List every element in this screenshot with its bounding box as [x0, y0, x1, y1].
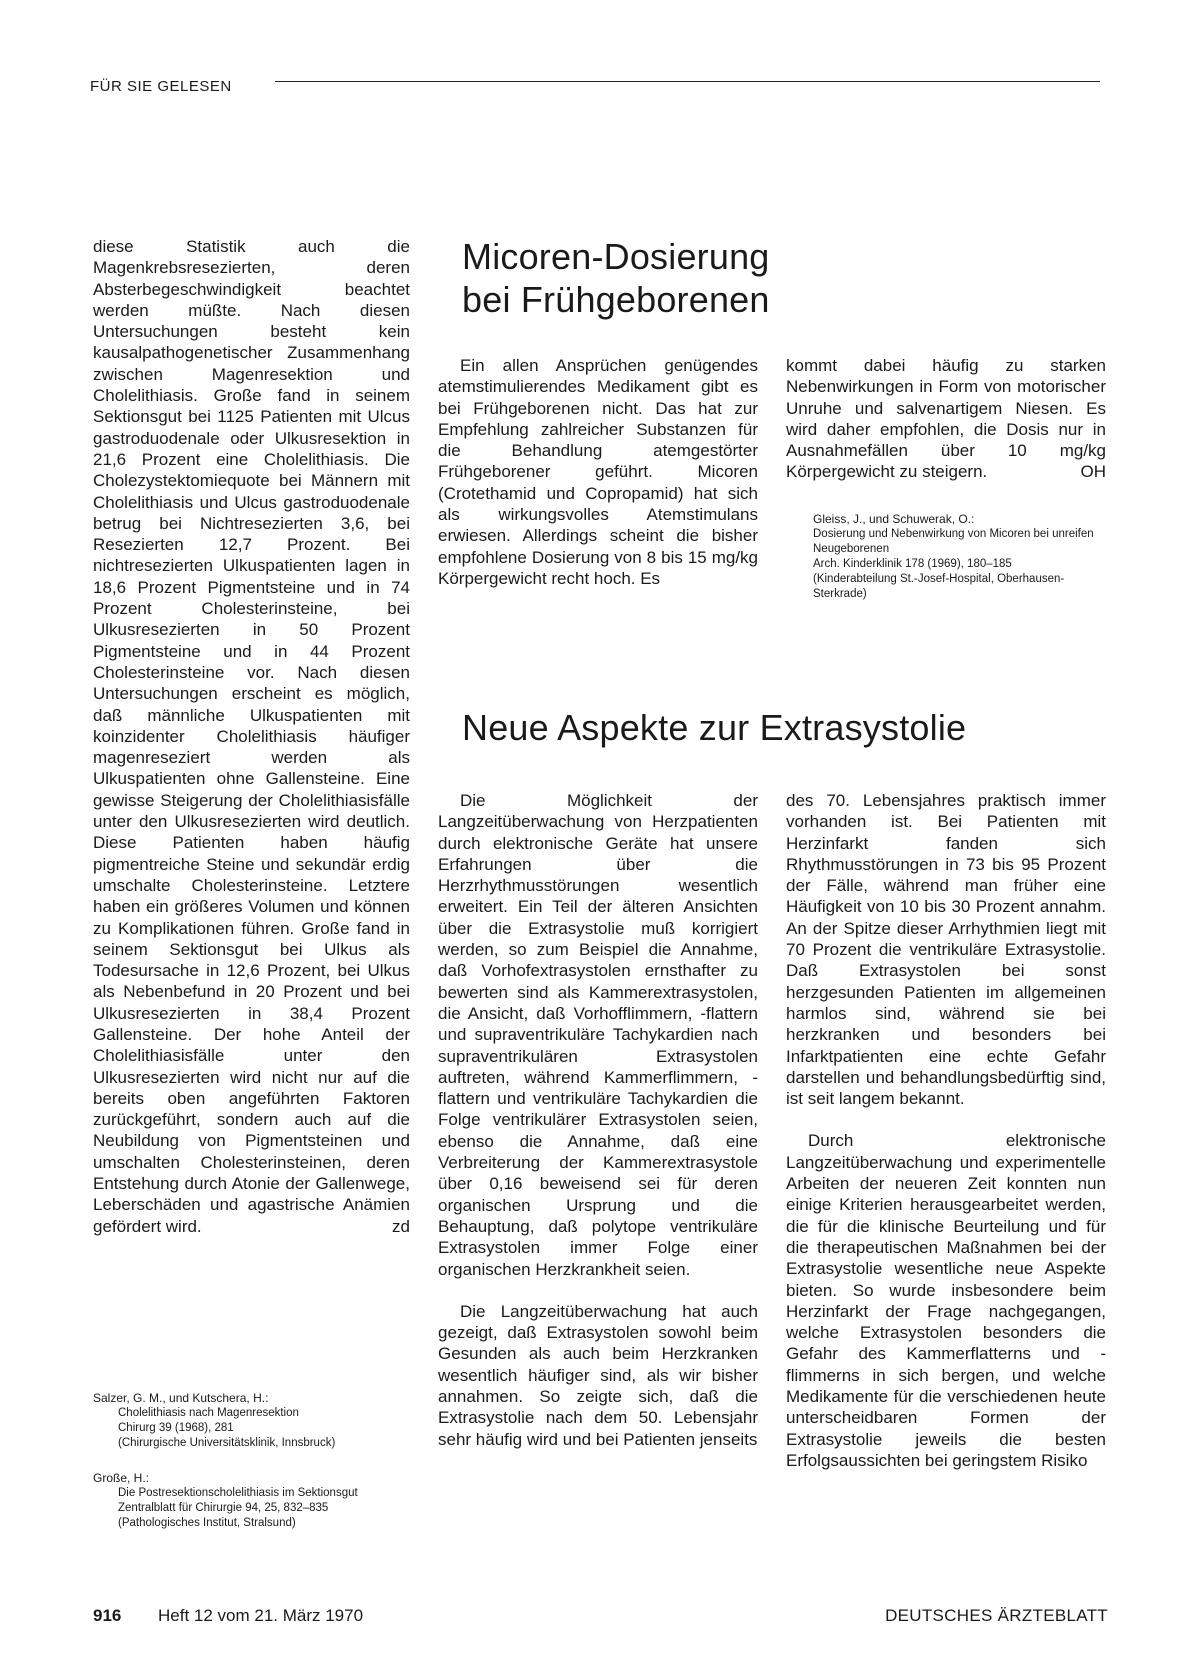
- page-number: 916: [93, 1606, 122, 1625]
- reference-institution: (Pathologisches Institut, Stralsund): [118, 1517, 296, 1529]
- paragraph-text: kommt dabei häufig zu starken Nebenwirkungen in Form von motorischer Unruhe und salvenartigem Niesen. Es wird daher empfohlen, die Dosis nur in Ausnahmefällen über 10 mg/kg Körpergewicht zu steigern.: [786, 356, 1106, 482]
- signature: OH: [1080, 462, 1106, 482]
- paragraph: des 70. Lebensjahres praktisch immer vorhanden ist. Bei Patienten mit Herzinfarkt fanden sich Rhythmusstörungen in 73 bis 95 Prozent der Fälle, während man früher eine Häufigkeit von 10 bis 30 Prozent annahm. An der Spitze dieser Arrhythmien liegt mit 70 Prozent die ventrikuläre Extrasystolie. Daß Extrasystolen bei sonst herzgesunden Patienten im allgemeinen harmlos sind, während sie bei herzkranken und besonders bei Infarktpatienten eine echte Gefahr darstellen und behandlungsbedürftig sind, ist seit langem bekannt.: [786, 791, 1106, 1109]
- article-title-line: Micoren-Dosierung: [462, 236, 770, 277]
- paragraph: Die Langzeitüberwachung hat auch gezeigt, daß Extrasystolen sowohl beim Gesunden als auch beim Herzkranken wesentlich häufiger sind, als wir bisher annahmen. So zeigte sich, daß die Extrasystolie nach dem 50. Lebensjahr sehr häufig wird und bei Patienten jenseits: [438, 1301, 758, 1449]
- reference-source: Zentralblatt für Chirurgie 94, 25, 832–835: [118, 1502, 329, 1514]
- article1-column-b: [786, 355, 1106, 483]
- reference-authors: Gleiss, J., und Schuwerak, O.:: [813, 512, 975, 526]
- paragraph: [93, 236, 410, 1237]
- journal-name: DEUTSCHES ÄRZTEBLATT: [885, 1606, 1108, 1625]
- article2-column-b: [786, 790, 1106, 1471]
- reference-authors: Große, H.:: [93, 1471, 150, 1485]
- page-footer: [93, 1606, 1108, 1632]
- column-left: [93, 236, 410, 1237]
- signature: zd: [392, 1216, 410, 1236]
- reference-authors: Salzer, G. M., und Kutschera, H.:: [93, 1391, 269, 1405]
- section-label: FÜR SIE GELESEN: [90, 78, 232, 95]
- article-title-line: bei Frühgeborenen: [462, 279, 770, 320]
- paragraph: Die Möglichkeit der Langzeitüberwachung von Herzpatienten durch elektronische Geräte hat unsere Erfahrungen über die Herzrhythmusstörungen wesentlich erweitert. Ein Teil der älteren Ansichten über die Extrasystolie muß korrigiert werden, so zum Beispiel die Annahme, daß Vorhofextrasystolen ernsthafter zu bewerten sind als Kammerextrasystolen, die Ansicht, daß Vorhofflimmern, -flattern und supraventrikuläre Tachykardien nach supraventrikulären Extrasystolen auftreten, während Kammerflimmern, -flattern und ventrikuläre Tachykardien die Folge ventrikulärer Extrasystolen seien, ebenso die Annahme, daß eine Verbreiterung der Kammerextrasystole über 0,16 beweisend sei für deren organischen Ursprung und die Behauptung, daß polytope ventrikuläre Extrasystolen immer Folge einer organischen Herzkrankheit seien.: [438, 791, 758, 1279]
- reference-item: [813, 512, 1103, 602]
- reference-institution: (Kinderabteilung St.-Josef-Hospital, Oberhausen-Sterkrade): [813, 573, 1065, 600]
- article2-column-a: [438, 790, 758, 1450]
- paragraph: Durch elektronische Langzeitüberwachung und experimentelle Arbeiten der neueren Zeit konnten nun einige Kriterien herausgearbeitet werden, die für die klinische Beurteilung und für die therapeutischen Maßnahmen bei der Extrasystolie wesentliche neue Aspekte bieten. So wurde insbesondere beim Herzinfarkt der Frage nachgegangen, welche Extrasystolen besonders die Gefahr des Kammerflatterns und -flimmerns in sich bergen, und welche Medikamente für die verschiedenen heute unterscheidbaren Formen der Extrasystolie jeweils die besten Erfolgsaussichten bei geringstem Risiko: [786, 1131, 1106, 1470]
- article1-column-a: [438, 355, 758, 589]
- article-title: Neue Aspekte zur Extrasystolie: [462, 707, 967, 748]
- reference-source: Chirurg 39 (1968), 281: [118, 1422, 234, 1434]
- reference-title: Die Postresektionscholelithiasis im Sektionsgut: [118, 1487, 358, 1499]
- header-rule: [275, 81, 1100, 82]
- reference-title: Dosierung und Nebenwirkung von Micoren bei unreifen Neugeborenen: [813, 528, 1094, 555]
- paragraph: [786, 355, 1106, 483]
- reference-item: [93, 1391, 413, 1451]
- reference-title: Cholelithiasis nach Magenresektion: [118, 1407, 299, 1419]
- reference-source: Arch. Kinderklinik 178 (1969), 180–185: [813, 558, 1012, 570]
- paragraph: Ein allen Ansprüchen genügendes atemstimulierendes Medikament gibt es bei Frühgeborenen nicht. Das hat zur Empfehlung zahlreicher Substanzen für die Behandlung atemgestörter Frühgeborener geführt. Micoren (Crotethamid und Copropamid) hat sich als wirkungsvolles Atemstimulans erwiesen. Allerdings scheint die bisher empfohlene Dosierung von 8 bis 15 mg/kg Körpergewicht recht hoch. Es: [438, 356, 758, 588]
- reference-item: [93, 1471, 413, 1531]
- section-header: [90, 78, 1100, 102]
- reference-institution: (Chirurgische Universitätsklinik, Innsbruck): [118, 1437, 336, 1449]
- paragraph-text: diese Statistik auch die Magenkrebsresezierten, deren Absterbegeschwindigkeit beachtet werden müßte. Nach diesen Untersuchungen besteht kein kausalpathogenetischer Zusammenhang zwischen Magenresektion und Cholelithiasis. Große fand in seinem Sektionsgut bei 1125 Patienten mit Ulcus gastroduodenale oder Ulkusresektion in 21,6 Prozent eine Cholelithiasis. Die Cholezystektomiequote bei Männern mit Cholelithiasis und Ulcus gastroduodenale betrug bei Nichtresezierten 3,6, bei Resezierten 12,7 Prozent. Bei nichtresezierten Ulkuspatienten lagen in 18,6 Prozent Pigmentsteine und in 74 Prozent Cholesterinsteine, bei Ulkusresezierten in 50 Prozent Pigmentsteine und in 44 Prozent Cholesterinsteine vor. Nach diesen Untersuchungen erscheint es möglich, daß männliche Ulkuspatienten mit koinzidenter Cholelithiasis häufiger magenreseziert werden als Ulkuspatienten ohne Gallensteine. Eine gewisse Steigerung der Cholelithiasisfälle unter den Ulkusresezierten wird deutlich. Diese Patienten haben häufig pigmentreiche Steine und sekundär erdig umschalte Cholesterinsteine. Letztere haben ein größeres Volumen und können zu Komplikationen führen. Große fand in seinem Sektionsgut bei Ulkus als Todesursache in 12,6 Prozent, bei Ulkus als Nebenbefund in 20 Prozent und bei Ulkusresezierten in 38,4 Prozent Gallensteine. Der hohe Anteil der Cholelithiasisfälle unter den Ulkusresezierten wird nicht nur auf die bereits oben angeführten Faktoren zurückgeführt, sondern auch auf die Neubildung von Pigmentsteinen und umschalten Cholesterinsteinen, deren Entstehung durch Atonie der Gallenwege, Leberschäden und agastrische Anämien gefördert wird.: [93, 237, 410, 1236]
- article-title: [462, 235, 862, 321]
- issue-info: Heft 12 vom 21. März 1970: [158, 1606, 364, 1625]
